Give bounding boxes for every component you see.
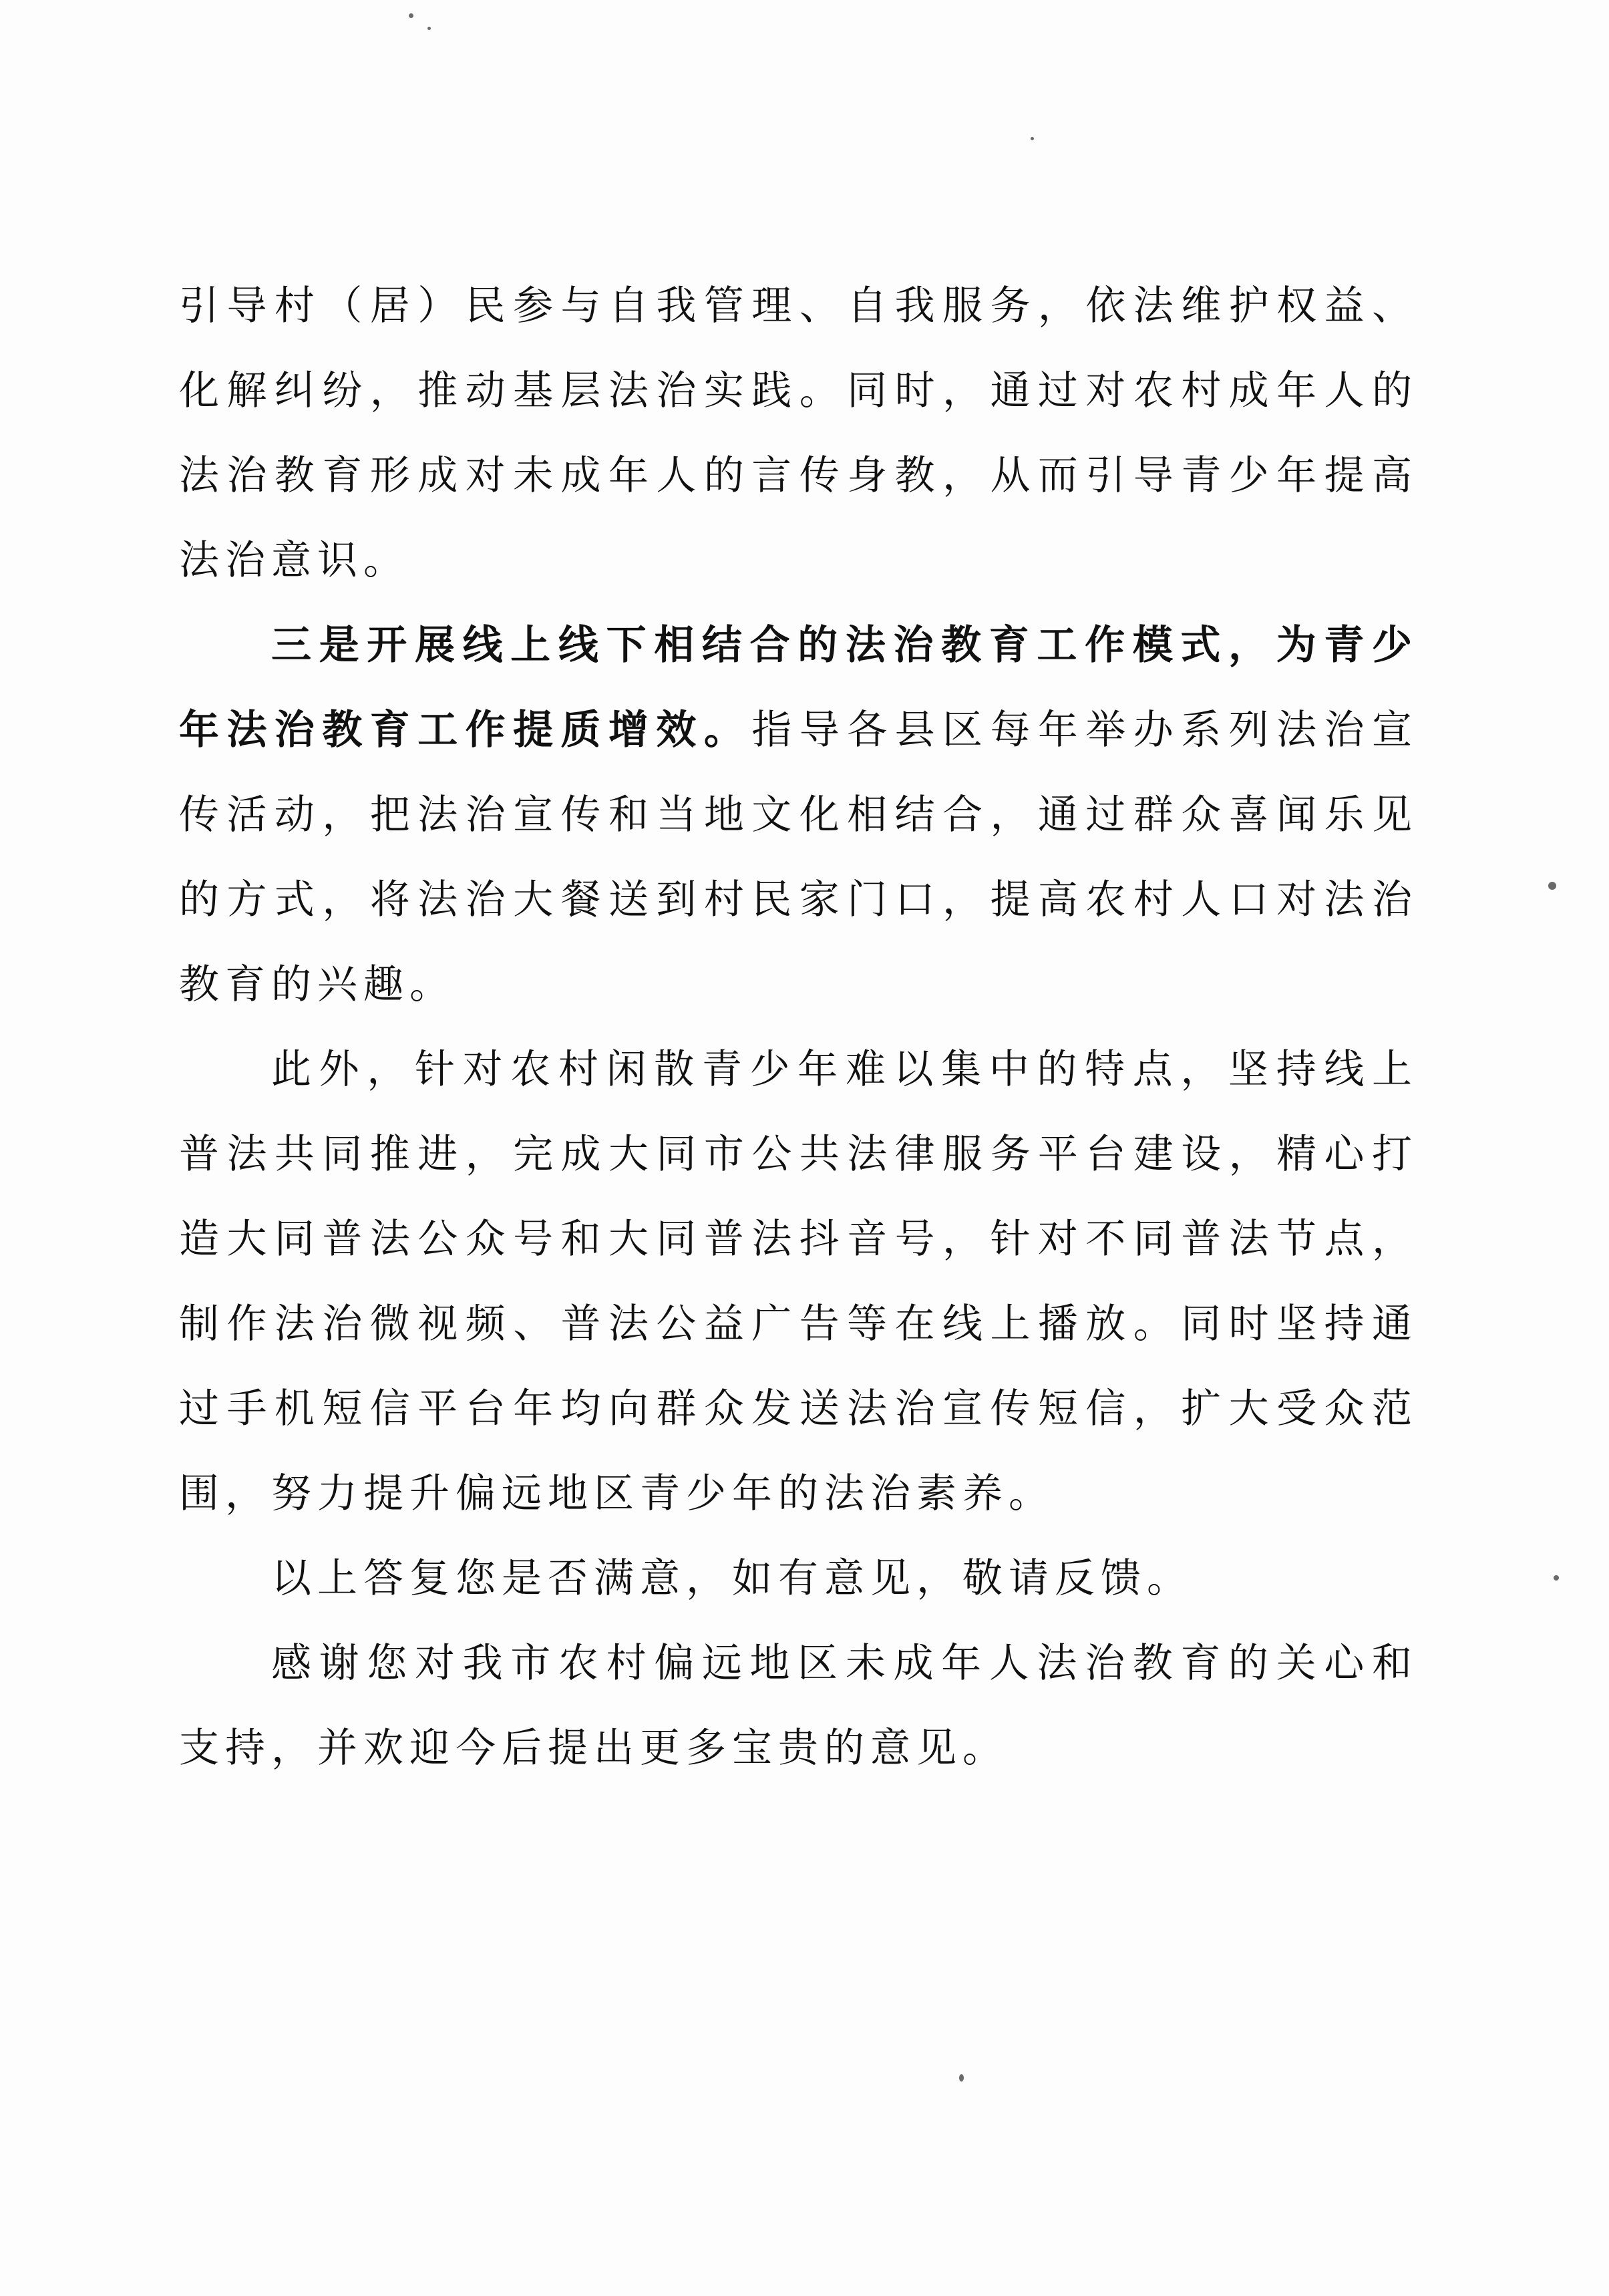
scan-speck (427, 27, 431, 30)
paragraph-3-text: 此外，针对农村闲散青少年难以集中的特点，坚持线上普法共同推进，完成大同市公共法律服务平台建设，精心打造大同普法公众号和大同普法抖音号，针对不同普法节点，制作法治微视频、普法公益广告等在线上播放。同时坚持通过手机短信平台年均向群众发送法治宣传短信，扩大受众范围，努力提升偏远地区青少年的法治素养。 (179, 1046, 1418, 1517)
paragraph-2 (179, 603, 1418, 1027)
scan-speck (1554, 1575, 1559, 1581)
scan-speck (1031, 137, 1034, 140)
scan-speck (1548, 882, 1556, 890)
paragraph-1-text: 引导村（居）民参与自我管理、自我服务，依法维护权益、化解纠纷，推动基层法治实践。同时，通过对农村成年人的法治教育形成对未成年人的言传身教，从而引导青少年提高法治意识。 (179, 283, 1418, 584)
paragraph-5 (179, 1621, 1418, 1791)
paragraph-3 (179, 1027, 1418, 1536)
paragraph-2-bold-lead: 三是开展线上线下相结合的法治教育工作模式，为青少年法治教育工作提质增效。 (179, 622, 1418, 754)
paragraph-2-text: 指导各县区每年举办系列法治宣传活动，把法治宣传和当地文化相结合，通过群众喜闻乐见的方式，将法治大餐送到村民家门口，提高农村人口对法治教育的兴趣。 (179, 707, 1419, 1008)
scan-speck (409, 13, 413, 18)
paragraph-4-text: 以上答复您是否满意，如有意见，敬请反馈。 (271, 1555, 1193, 1602)
paragraph-5-text: 感谢您对我市农村偏远地区未成年人法治教育的关心和支持，并欢迎今后提出更多宝贵的意见。 (179, 1640, 1418, 1772)
paragraph-4 (179, 1536, 1418, 1621)
scan-speck (959, 2074, 964, 2082)
paragraph-1 (179, 264, 1418, 603)
letter-body (179, 264, 1418, 1791)
